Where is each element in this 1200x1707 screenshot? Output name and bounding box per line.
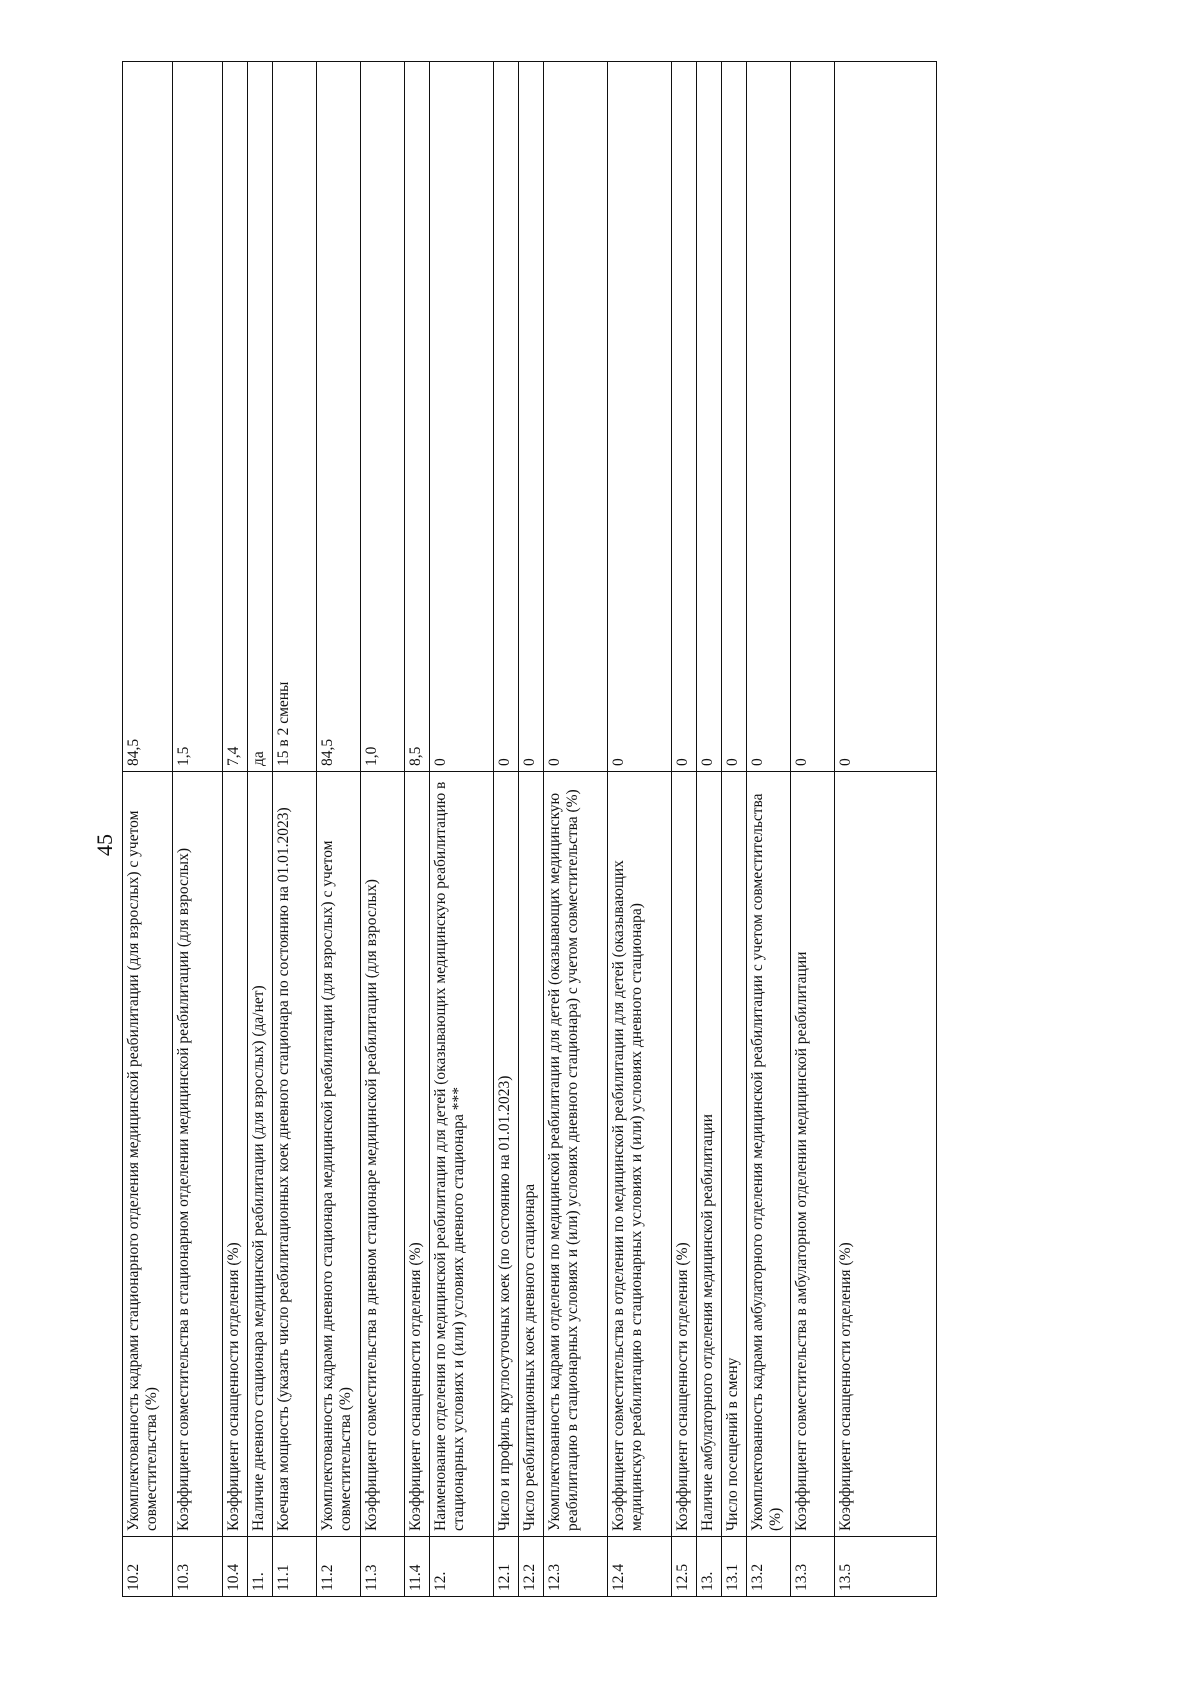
table-row: [544, 62, 608, 1597]
indicator-value: 0: [672, 62, 697, 772]
table-row: [697, 62, 722, 1597]
row-number: 11.1: [273, 1537, 317, 1597]
row-number: 12.: [430, 1537, 494, 1597]
indicator-value: 0: [747, 62, 791, 772]
indicator-value: 1,5: [173, 62, 223, 772]
indicator-name: Наличие амбулаторного отделения медицинской реабилитации: [697, 772, 722, 1537]
table-row: [273, 62, 317, 1597]
indicator-value: 7,4: [223, 62, 248, 772]
indicator-value: 0: [544, 62, 608, 772]
table-row: [405, 62, 430, 1597]
indicator-value: 0: [608, 62, 672, 772]
indicator-value: 15 в 2 смены: [273, 62, 317, 772]
indicator-name: Коэффициент совместительства в стационарном отделении медицинской реабилитации (для взрослых): [173, 772, 223, 1537]
table-row: [223, 62, 248, 1597]
row-number: 12.3: [544, 1537, 608, 1597]
table-row: [173, 62, 223, 1597]
row-number: 10.2: [123, 1537, 173, 1597]
table-row: [361, 62, 405, 1597]
row-number: 10.4: [223, 1537, 248, 1597]
page-number: 45: [92, 834, 117, 856]
table-row: [317, 62, 361, 1597]
indicator-name: Число посещений в смену: [722, 772, 747, 1537]
indicator-value: 0: [835, 62, 937, 772]
row-number: 12.5: [672, 1537, 697, 1597]
indicator-value: 84,5: [317, 62, 361, 772]
indicator-name: Число реабилитационных коек дневного стационара: [519, 772, 544, 1537]
row-number: 10.3: [173, 1537, 223, 1597]
row-number: 11.3: [361, 1537, 405, 1597]
indicator-name: Коэффициент оснащенности отделения (%): [672, 772, 697, 1537]
indicator-name: Наименование отделения по медицинской реабилитации для детей (оказывающих медицинскую реабилитацию в стационарных условиях и (или) условиях дневного стационара ***: [430, 772, 494, 1537]
table-row: [791, 62, 835, 1597]
row-number: 11.2: [317, 1537, 361, 1597]
indicator-name: Укомплектованность кадрами отделения по медицинской реабилитации для детей (оказывающих медицинскую реабилитацию в стационарных условиях и (или) условиях дневного стационара) с учетом совместительства (%): [544, 772, 608, 1537]
indicator-value: 0: [722, 62, 747, 772]
indicator-value: 1,0: [361, 62, 405, 772]
indicator-name: Укомплектованность кадрами дневного стационара медицинской реабилитации (для взрослых) с учетом совместительства (%): [317, 772, 361, 1537]
indicator-name: Коэффициент совместительства в амбулаторном отделении медицинской реабилитации: [791, 772, 835, 1537]
indicator-value: 0: [791, 62, 835, 772]
table-row: [248, 62, 273, 1597]
indicator-value: 84,5: [123, 62, 173, 772]
table-row: [722, 62, 747, 1597]
row-number: 12.2: [519, 1537, 544, 1597]
table-row: [608, 62, 672, 1597]
table-row: [494, 62, 519, 1597]
indicator-name: Коэффициент оснащенности отделения (%): [835, 772, 937, 1537]
indicator-value: 8,5: [405, 62, 430, 772]
row-number: 13.: [697, 1537, 722, 1597]
indicator-value: 0: [697, 62, 722, 772]
indicator-name: Коэффициент совместительства в дневном стационаре медицинской реабилитации (для взрослых): [361, 772, 405, 1537]
table-row: [672, 62, 697, 1597]
rehabilitation-indicators-table: [122, 61, 937, 1597]
indicator-name: Число и профиль круглосуточных коек (по состоянию на 01.01.2023): [494, 772, 519, 1537]
table-row: [835, 62, 937, 1597]
indicator-value: 0: [430, 62, 494, 772]
row-number: 12.1: [494, 1537, 519, 1597]
indicator-value: 0: [519, 62, 544, 772]
row-number: 11.4: [405, 1537, 430, 1597]
indicator-name: Коэффициент совместительства в отделении по медицинской реабилитации для детей (оказывающих медицинскую реабилитацию в стационарных условиях и (или) условиях дневного стационара): [608, 772, 672, 1537]
row-number: 13.3: [791, 1537, 835, 1597]
row-number: 13.1: [722, 1537, 747, 1597]
indicator-name: Укомплектованность кадрами амбулаторного отделения медицинской реабилитации с учетом совместительства (%): [747, 772, 791, 1537]
row-number: 13.5: [835, 1537, 937, 1597]
table-row: [123, 62, 173, 1597]
indicator-name: Коэффициент оснащенности отделения (%): [223, 772, 248, 1537]
row-number: 13.2: [747, 1537, 791, 1597]
indicator-name: Коечная мощность (указать число реабилитационных коек дневного стационара по состоянию на 01.01.2023): [273, 772, 317, 1537]
table-row: [747, 62, 791, 1597]
table-row: [519, 62, 544, 1597]
table-row: [430, 62, 494, 1597]
rotated-page-content: [122, 62, 937, 1597]
indicator-name: Наличие дневного стационара медицинской реабилитации (для взрослых) (да/нет): [248, 772, 273, 1537]
indicator-value: да: [248, 62, 273, 772]
indicator-name: Коэффициент оснащенности отделения (%): [405, 772, 430, 1537]
row-number: 11.: [248, 1537, 273, 1597]
row-number: 12.4: [608, 1537, 672, 1597]
indicator-name: Укомплектованность кадрами стационарного отделения медицинской реабилитации (для взрослых) с учетом совместительства (%): [123, 772, 173, 1537]
indicator-value: 0: [494, 62, 519, 772]
